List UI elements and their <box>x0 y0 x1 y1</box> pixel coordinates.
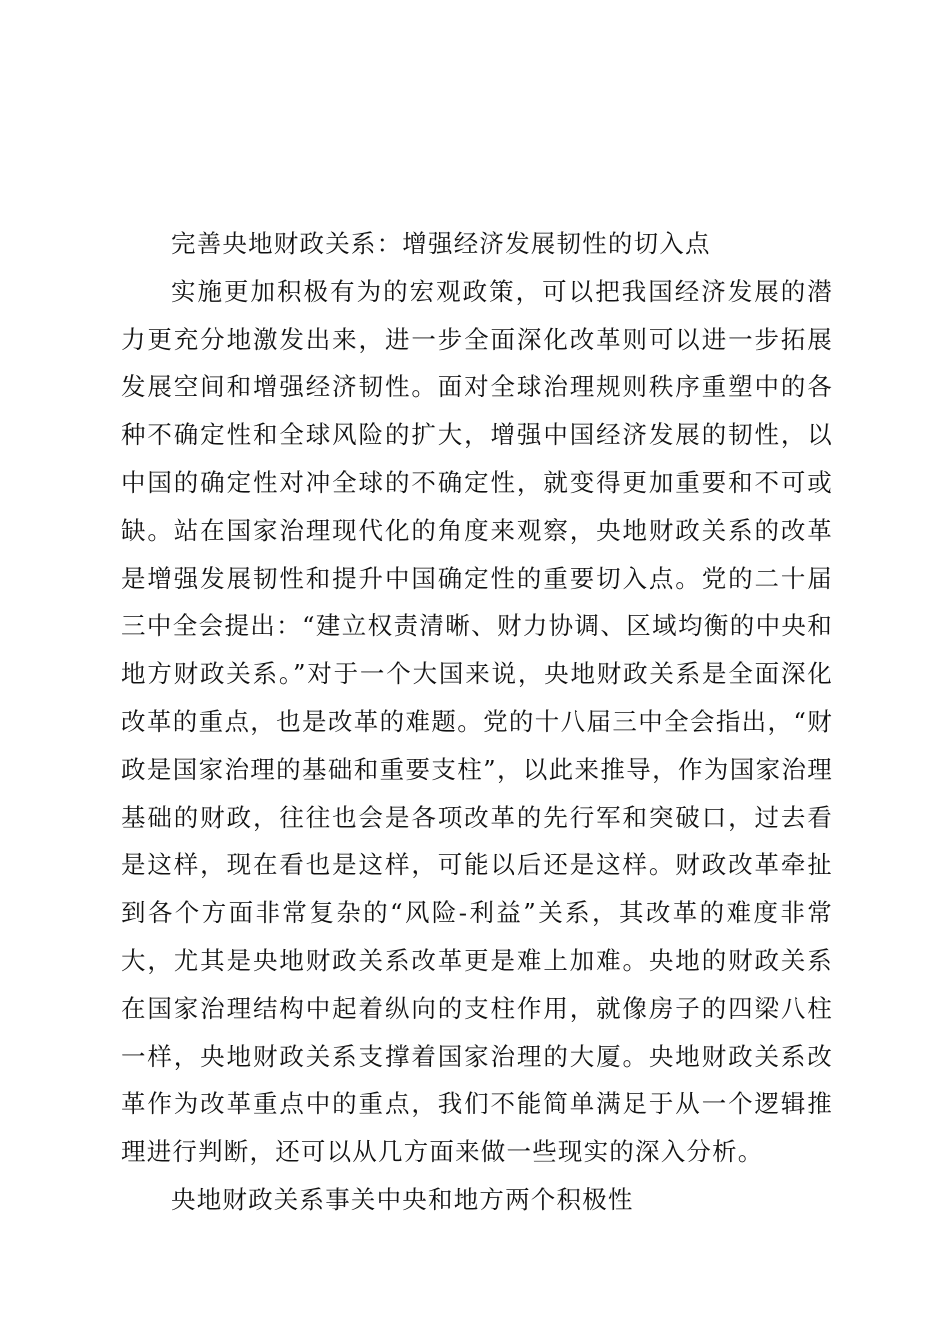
document-content <box>121 220 833 1224</box>
section-subheading: 央地财政关系事关中央和地方两个积极性 <box>171 1184 634 1214</box>
body-paragraph: 实施更加积极有为的宏观政策，可以把我国经济发展的潜力更充分地激发出来，进一步全面深化改革则可以进一步拓展发展空间和增强经济韧性。面对全球治理规则秩序重塑中的各种不确定性和全球风险的扩大，增强中国经济发展的韧性，以中国的确定性对冲全球的不确定性，就变得更加重要和不可或缺。站在国家治理现代化的角度来观察，央地财政关系的改革是增强发展韧性和提升中国确定性的重要切入点。党的二十届三中全会提出：“建立权责清晰、财力协调、区域均衡的中央和地方财政关系。”对于一个大国来说，央地财政关系是全面深化改革的重点，也是改革的难题。党的十八届三中全会指出，“财政是国家治理的基础和重要支柱”，以此来推导，作为国家治理基础的财政，往往也会是各项改革的先行军和突破口，过去看是这样，现在看也是这样，可能以后还是这样。财政改革牵扯到各个方面非常复杂的“风险-利益”关系，其改革的难度非常大，尤其是央地财政关系改革更是难上加难。央地的财政关系在国家治理结构中起着纵向的支柱作用，就像房子的四梁八柱一样，央地财政关系支撑着国家治理的大厦。央地财政关系改革作为改革重点中的重点，我们不能简单满足于从一个逻辑推理进行判断，还可以从几方面来做一些现实的深入分析。 <box>121 276 833 1167</box>
document-title: 完善央地财政关系：增强经济发展韧性的切入点 <box>171 229 711 258</box>
